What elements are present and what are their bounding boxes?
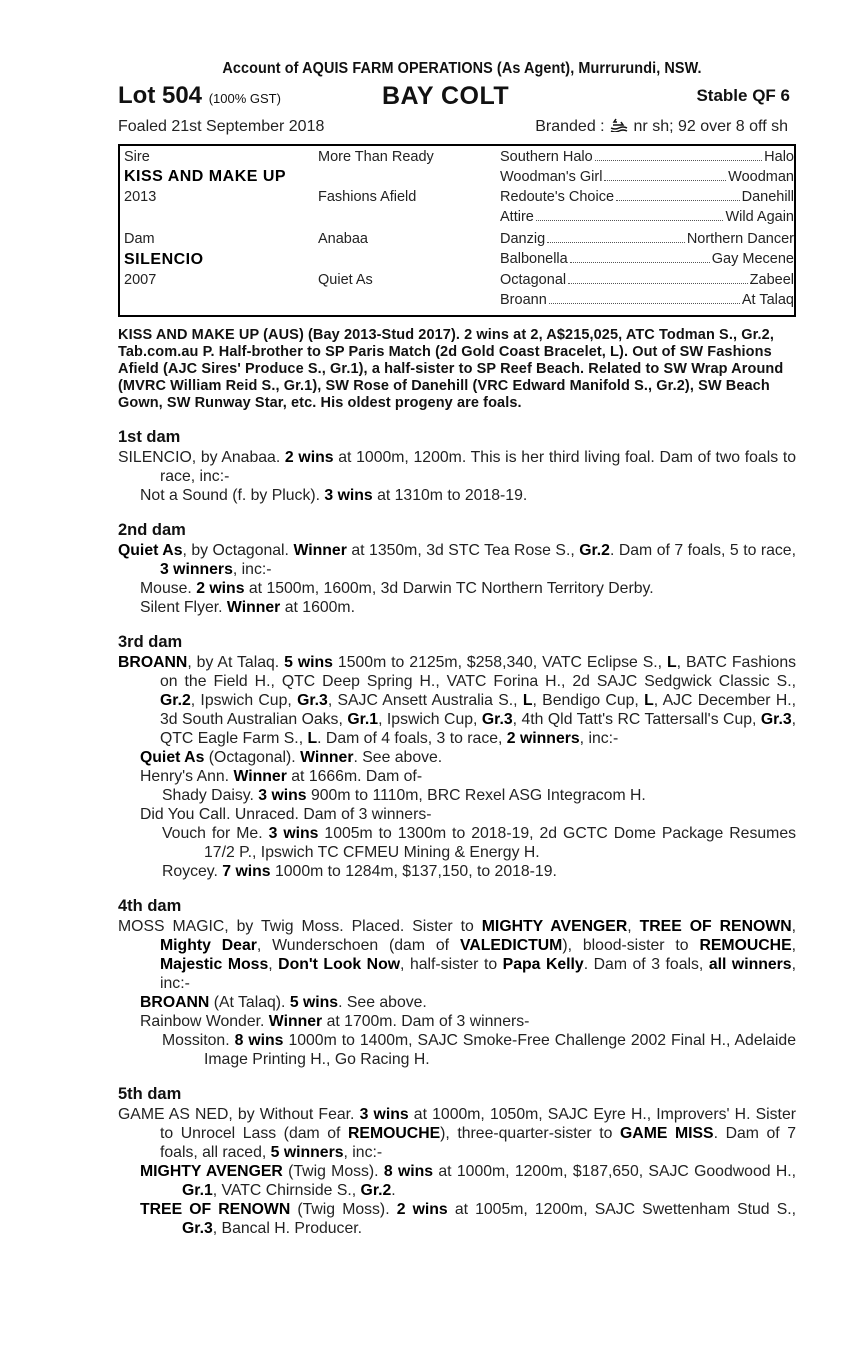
- dam-name: SILENCIO: [124, 251, 204, 268]
- horse-sex-colour: BAY COLT: [382, 82, 510, 110]
- sire-label: Sire: [124, 149, 150, 165]
- ancestor-sire: Gay Mecene: [711, 251, 794, 267]
- progeny-entry: Henry's Ann. Winner at 1666m. Dam of-: [140, 768, 423, 785]
- ancestor-sire: Zabeel: [749, 272, 794, 288]
- ancestor-sire: At Talaq: [741, 292, 794, 308]
- brand-description: nr sh; 92 over 8 off sh: [633, 118, 788, 135]
- progeny-entry: Mouse. 2 wins at 1500m, 1600m, 3d Darwin TC Northern Territory Derby.: [140, 580, 654, 597]
- stable-number: Stable QF 6: [696, 86, 790, 105]
- progeny-entry: Vouch for Me. 3 wins 1005m to 1300m to 2018-19, 2d GCTC Dome Package Resumes 17/2 P., Ipswich TC CFMEU Mining & Energy H.: [162, 825, 796, 861]
- dam-label: Dam: [124, 231, 155, 247]
- progeny-entry: TREE OF RENOWN (Twig Moss). 2 wins at 1005m, 1200m, SAJC Swettenham Stud S., Gr.3, Bancal H. Producer.: [140, 1201, 797, 1237]
- fifth-dam-text: GAME AS NED, by Without Fear. 3 wins at 1000m, 1050m, SAJC Eyre H., Improvers' H. Sister to Unrocel Lass (dam of REMOUCHE), three-quarter-sister to GAME MISS. Dam of 7 foals, all raced, 5 winners, inc:-: [118, 1106, 797, 1161]
- sire-dam: Fashions Afield: [318, 189, 417, 205]
- lot-header: [118, 82, 796, 112]
- ancestor-row: [500, 272, 794, 288]
- third-dam-text: BROANN, by At Talaq. 5 wins 1500m to 2125m, $258,340, VATC Eclipse S., L, BATC Fashions on the Field H., QTC Deep Spring H., VATC Forina H., 2d SAJC Sedgwick Classic S., Gr.2, Ipswich Cup, Gr.3, SAJC Ansett Australia S., L, Bendigo Cup, L, AJC December H., 3d South Australian Oaks, Gr.1, Ipswich Cup, Gr.3, 4th Qld Tatt's RC Tattersall's Cup, Gr.3, QTC Eagle Farm S., L. Dam of 4 foals, 3 to race, 2 winners, inc:-: [118, 654, 797, 747]
- branded-label: Branded :: [535, 118, 605, 135]
- ancestor-row: [500, 231, 794, 247]
- ancestor-row: [500, 292, 794, 308]
- sire-year: 2013: [124, 189, 157, 205]
- progeny-entry: MIGHTY AVENGER (Twig Moss). 8 wins at 1000m, 1200m, $187,650, SAJC Goodwood H., Gr.1, VATC Chirnside S., Gr.2.: [140, 1163, 797, 1199]
- third-dam-heading: 3rd dam: [118, 633, 183, 651]
- ancestor-row: [500, 209, 794, 225]
- ancestor-sire: Halo: [764, 149, 794, 165]
- gst-note: (100% GST): [208, 91, 281, 106]
- progeny-entry: BROANN (At Talaq). 5 wins. See above.: [140, 994, 427, 1011]
- fourth-dam-text: MOSS MAGIC, by Twig Moss. Placed. Sister to MIGHTY AVENGER, TREE OF RENOWN, Mighty Dear, Wunderschoen (dam of VALEDICTUM), blood-sister to REMOUCHE, Majestic Moss, Don't Look Now, half-sister to Papa Kelly. Dam of 3 foals, all winners, inc:-: [118, 918, 797, 992]
- ancestor-row: [500, 169, 794, 185]
- pedigree-table: [118, 144, 796, 317]
- ancestor-sire: Woodman: [728, 169, 794, 185]
- first-dam-text: SILENCIO, by Anabaa. 2 wins at 1000m, 1200m. This is her third living foal. Dam of two foals to race, inc:-: [118, 449, 797, 485]
- vendor-account: Account of AQUIS FARM OPERATIONS (As Agent), Murrurundi, NSW.: [222, 60, 702, 77]
- progeny-entry: Silent Flyer. Winner at 1600m.: [140, 599, 355, 616]
- progeny-entry: Did You Call. Unraced. Dam of 3 winners-: [140, 806, 432, 823]
- lot-label: Lot 504: [118, 82, 203, 109]
- progeny-entry: Rainbow Wonder. Winner at 1700m. Dam of 3 winners-: [140, 1013, 530, 1030]
- second-dam-heading: 2nd dam: [118, 521, 186, 539]
- foal-brand-line: [118, 114, 796, 140]
- ancestor-name: Broann: [500, 292, 547, 308]
- ancestor-name: Balbonella: [500, 251, 568, 267]
- progeny-entry: Not a Sound (f. by Pluck). 3 wins at 1310m to 2018-19.: [140, 487, 528, 504]
- first-dam-heading: 1st dam: [118, 428, 181, 446]
- ancestor-name: Danzig: [500, 231, 546, 247]
- ancestor-row: [500, 189, 794, 205]
- ancestor-sire: Wild Again: [725, 209, 794, 225]
- progeny-entry: Roycey. 7 wins 1000m to 1284m, $137,150, to 2018-19.: [162, 863, 557, 880]
- fourth-dam-heading: 4th dam: [118, 897, 182, 915]
- catalogue-page: [118, 60, 796, 1238]
- sire-summary: KISS AND MAKE UP (AUS) (Bay 2013-Stud 2017). 2 wins at 2, A$215,025, ATC Todman S., Gr.2, Tab.com.au P. Half-brother to SP Paris Match (2d Gold Coast Bracelet, L). Out of SW Fashions Afield (AJC Sires' Produce S., Gr.1), a half-sister to SP Reef Beach. Related to SW Wrap Around (MVRC William Reid S., Gr.1), SW Rose of Danehill (VRC Edward Manifold S., Gr.2), SW Beach Gown, SW Runway Star, etc. His oldest progeny are foals.: [118, 327, 784, 411]
- ancestor-row: [500, 149, 794, 165]
- brand-symbol-icon: [609, 118, 629, 132]
- second-dam-text: Quiet As, by Octagonal. Winner at 1350m, 3d STC Tea Rose S., Gr.2. Dam of 7 foals, 5 to race, 3 winners, inc:-: [118, 542, 796, 578]
- ancestor-name: Southern Halo: [500, 149, 593, 165]
- ancestor-name: Woodman's Girl: [500, 169, 603, 185]
- sire-name: KISS AND MAKE UP: [124, 168, 287, 185]
- lot-number: [118, 82, 281, 110]
- ancestor-row: [500, 251, 794, 267]
- dam-dam: Quiet As: [318, 272, 373, 288]
- foaled-date: Foaled 21st September 2018: [118, 118, 325, 135]
- dam-sire: Anabaa: [318, 231, 368, 247]
- sire-sire: More Than Ready: [318, 149, 434, 165]
- ancestor-sire: Danehill: [741, 189, 794, 205]
- progeny-entry: Shady Daisy. 3 wins 900m to 1110m, BRC Rexel ASG Integracom H.: [162, 787, 646, 804]
- progeny-entry: Quiet As (Octagonal). Winner. See above.: [140, 749, 443, 766]
- ancestor-name: Octagonal: [500, 272, 567, 288]
- brand-info: [535, 118, 788, 136]
- dam-year: 2007: [124, 272, 157, 288]
- ancestor-name: Redoute's Choice: [500, 189, 615, 205]
- progeny-entry: Mossiton. 8 wins 1000m to 1400m, SAJC Smoke-Free Challenge 2002 Final H., Adelaide Image Printing H., Go Racing H.: [162, 1032, 796, 1068]
- fifth-dam-heading: 5th dam: [118, 1085, 182, 1103]
- ancestor-sire: Northern Dancer: [686, 231, 794, 247]
- ancestor-name: Attire: [500, 209, 534, 225]
